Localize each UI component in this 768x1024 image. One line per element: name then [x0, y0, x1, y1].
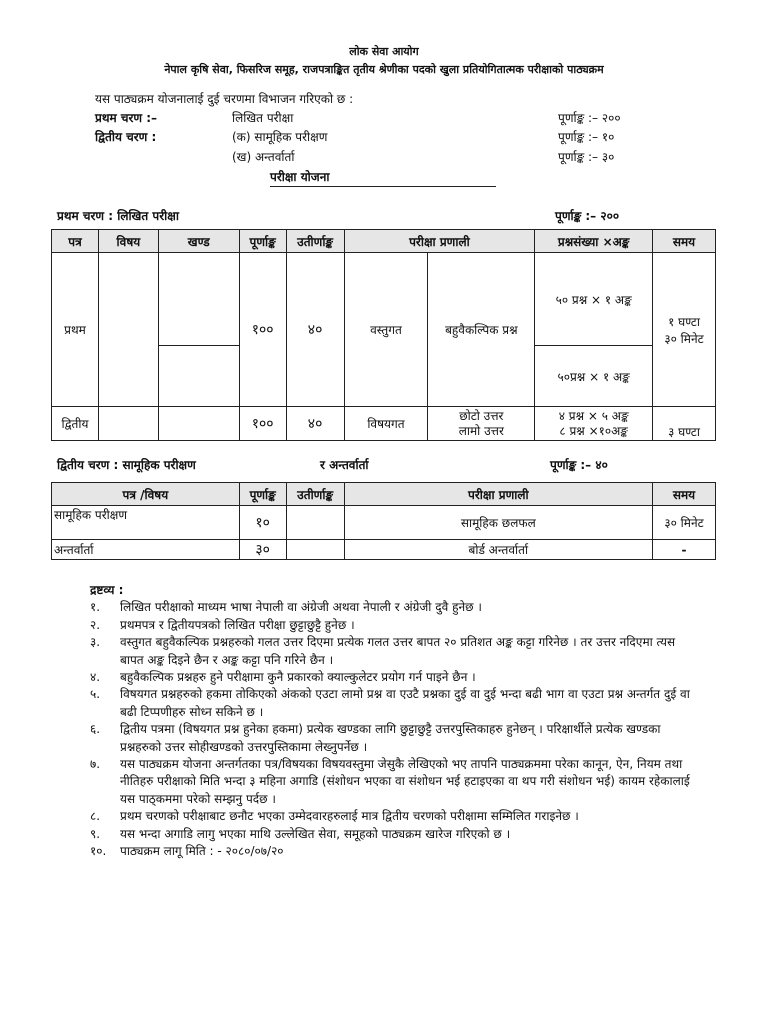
- long-answer: लामो उत्तर: [458, 423, 504, 438]
- cell-group-full: १०: [239, 506, 286, 540]
- phase2-table: [51, 482, 716, 560]
- note-number: ७.: [90, 757, 101, 772]
- header-time: समय: [653, 483, 716, 506]
- note-text: लिखित परीक्षाको माध्यम भाषा नेपाली वा अंग्रेजी अथवा नेपाली र अंग्रेजी दुवै हुनेछ ।: [120, 600, 482, 615]
- phase2-item-b: (ख) अन्तर्वार्ता: [232, 150, 295, 164]
- cell-questions-1: ५० प्रश्न × १ अङ्क: [535, 253, 653, 346]
- cell-subject-empty: [98, 407, 158, 441]
- cell-interview-full: ३०: [239, 540, 286, 560]
- note-number: २.: [90, 617, 101, 632]
- cell-group-time: ३० मिनेट: [653, 506, 716, 540]
- cell-section-empty: [158, 407, 239, 441]
- note-text: बहुवैकल्पिक प्रश्नहरु हुने परीक्षामा कुनै प्रकारको क्याल्कुलेटर प्रयोग गर्न पाइने छैन ।: [120, 670, 476, 685]
- note-text: वस्तुगत बहुवैकल्पिक प्रश्नहरुको गलत उत्तर दिएमा प्रत्येक गलत उत्तर बापत २० प्रतिशत अङ्क कट्टा गरिनेछ । तर उत्तर नदिएमा त्यस बापत अङ्क दिइने छैन र अङ्क कट्टा पनि गरिने छैन ।: [120, 635, 676, 667]
- cell-pass-second: ४०: [286, 407, 344, 441]
- header-paper-subject: पत्र /विषय: [52, 483, 240, 506]
- cell-interview-time: -: [653, 540, 716, 560]
- questions-short: ४ प्रश्न × ५ अङ्क: [558, 408, 629, 423]
- phase2-heading-marks: पूर्णाङ्क :– ४०: [550, 458, 608, 472]
- cell-pass-first: ४०: [286, 253, 344, 407]
- header-pass-marks: उतीर्णाङ्क: [286, 230, 344, 253]
- note-text: विषयगत प्रश्नहरुको हकमा तोकिएको अंकको एउटा लामो प्रश्न वा एउटै प्रश्नका दुई वा दुई भन्दा बढी भाग वा एउटा प्रश्न अन्तर्गत दुई वा बढी टिप्पणीहरु सोध्न सकिने छ ।: [120, 687, 690, 719]
- note-item: [90, 826, 690, 843]
- phase1-header-row: [52, 230, 716, 253]
- header-full-marks: पूर्णाङ्क: [239, 230, 286, 253]
- note-item: [90, 686, 690, 721]
- phase2-label: द्वितीय चरण :: [95, 130, 157, 144]
- note-number: ५.: [90, 687, 101, 702]
- note-text: यस पाठ्यक्रम योजना अन्तर्गतका पत्र/विषयका विषयवस्तुमा जेसुकै लेखिएको भए तापनि पाठ्यक्रममा परेका कानून, ऐन, नियम तथा नीतिहरु परीक्षाको मिति भन्दा ३ महिना अगाडि (संशोधन भएका वा संशोधन भई हटाइएका वा थप गरी संशोधन भई) कायम रहेकालाई यस पाठ्कममा परेको सम्झनु पर्दछ ।: [120, 757, 690, 806]
- note-text: पाठ्यक्रम लागू मिति : - २०८०/०७/२०: [120, 844, 284, 859]
- note-item: [90, 843, 690, 860]
- header-subject: विषय: [98, 230, 158, 253]
- note-item: [90, 634, 690, 669]
- note-text: प्रथमपत्र र द्वितीयपत्रको लिखित परीक्षा छुट्टाछुट्टै हुनेछ ।: [120, 617, 355, 632]
- header-exam-system: परीक्षा प्रणाली: [344, 230, 535, 253]
- cell-questions-2: ५०प्रश्न × १ अङ्क: [535, 346, 653, 407]
- cell-interview-pass: [286, 540, 344, 560]
- table-row: [52, 540, 716, 560]
- note-text: प्रथम चरणको परीक्षाबाट छनौट भएका उम्मेदवारहरुलाई मात्र द्वितीय चरणको परीक्षामा सम्मिलित गराइनेछ ।: [120, 809, 579, 824]
- note-item: [90, 808, 690, 825]
- note-number: ४.: [90, 670, 101, 685]
- org-title: लोक सेवा आयोग: [349, 45, 419, 58]
- cell-paper-first: प्रथम: [52, 253, 99, 407]
- cell-group-mode: सामूहिक छलफल: [344, 506, 652, 540]
- cell-mode-subjective: विषयगत: [344, 407, 428, 441]
- cell-group-test: सामूहिक परीक्षण: [52, 506, 240, 540]
- table-row: [52, 253, 716, 346]
- note-number: १.: [90, 600, 101, 615]
- note-number: ८.: [90, 809, 101, 824]
- header-pass-marks: उतीर्णाङ्क: [286, 483, 344, 506]
- header-questions: प्रश्नसंख्या ×अङ्क: [535, 230, 653, 253]
- cell-paper-second: द्वितीय: [52, 407, 99, 441]
- note-text: यस भन्दा अगाडि लागु भएका माथि उल्लेखित सेवा, समूहको पाठ्यक्रम खारेज गरिएको छ ।: [120, 826, 511, 841]
- notes-title: द्रष्टव्य :: [90, 583, 124, 597]
- phase1-heading-marks: पूर्णाङ्क :– २००: [555, 209, 620, 223]
- short-answer: छोटो उत्तर: [459, 408, 504, 423]
- phase2-heading-interview: र अन्तर्वार्ता: [320, 458, 369, 472]
- note-item: [90, 669, 690, 686]
- cell-type-mcq: बहुवैकल्पिक प्रश्न: [428, 253, 535, 407]
- questions-long: ८ प्रश्न ×१०अङ्क: [559, 423, 628, 438]
- phase1-marks: पूर्णाङ्क :– २००: [558, 111, 621, 125]
- syllabus-subtitle: नेपाल कृषि सेवा, फिसरिज समूह, राजपत्राङ्कित तृतीय श्रेणीका पदको खुला प्रतियोगितात्मक परीक्षाको पाठ्यक्रम: [164, 63, 604, 76]
- notes-list: [90, 599, 690, 860]
- cell-interview-mode: बोर्ड अन्तर्वार्ता: [344, 540, 652, 560]
- phase2-marks-a: पूर्णाङ्क :– १०: [558, 130, 615, 144]
- phase2-item-a: (क) सामूहिक परीक्षण: [232, 130, 328, 144]
- phase2-header-row: [52, 483, 716, 506]
- phase2-marks-b: पूर्णाङ्क :– ३०: [558, 150, 615, 164]
- note-item: [90, 756, 690, 808]
- phase1-table: [51, 229, 716, 441]
- cell-group-pass: [286, 506, 344, 540]
- time-hour: १ घण्टा: [668, 314, 700, 329]
- cell-subject-empty: [98, 253, 158, 407]
- table-row: [52, 407, 716, 441]
- header-time: समय: [653, 230, 716, 253]
- cell-section-empty: [158, 346, 239, 407]
- cell-questions-second: [535, 407, 653, 441]
- cell-time-first: [653, 253, 716, 407]
- phase1-heading: प्रथम चरण : लिखित परीक्षा: [57, 209, 179, 223]
- header-paper: पत्र: [52, 230, 99, 253]
- notes-section: [90, 582, 690, 861]
- phase2-heading: द्वितीय चरण : सामूहिक परीक्षण: [57, 458, 196, 472]
- phase1-label: प्रथम चरण :–: [95, 111, 158, 125]
- intro-text: यस पाठ्यक्रम योजनालाई दुई चरणमा विभाजन गरिएको छ :: [95, 92, 354, 106]
- header-full-marks: पूर्णाङ्क: [239, 483, 286, 506]
- phase1-item: लिखित परीक्षा: [232, 111, 294, 125]
- scheme-title: परीक्षा योजना: [270, 168, 496, 187]
- cell-time-second: ३ घण्टा: [653, 407, 716, 441]
- note-item: [90, 599, 690, 616]
- time-minutes: ३० मिनेट: [664, 331, 704, 346]
- cell-section-empty: [158, 253, 239, 346]
- note-number: ९.: [90, 826, 101, 841]
- cell-interview: अन्तर्वार्ता: [52, 540, 240, 560]
- table-row: [52, 506, 716, 540]
- cell-mode-objective: वस्तुगत: [344, 253, 428, 407]
- cell-full-second: १००: [239, 407, 286, 441]
- cell-type-answers: [428, 407, 535, 441]
- note-number: १०.: [90, 844, 107, 859]
- note-item: [90, 617, 690, 634]
- cell-full-first: १००: [239, 253, 286, 407]
- header-section: खण्ड: [158, 230, 239, 253]
- note-text: द्वितीय पत्रमा (विषयगत प्रश्न हुनेका हकमा) प्रत्येक खण्डका लागि छुट्टाछुट्टै उत्तरपुस्तिकाहरु हुनेछन् । परिक्षार्थीले प्रत्येक खण्डका प्रश्नहरुको उत्तर सोहीखण्डको उत्तरपुस्तिकामा लेख्नुपर्नेछ ।: [120, 722, 661, 754]
- note-number: ६.: [90, 722, 101, 737]
- note-number: ३.: [90, 635, 101, 650]
- note-item: [90, 721, 690, 756]
- header-exam-system: परीक्षा प्रणाली: [344, 483, 652, 506]
